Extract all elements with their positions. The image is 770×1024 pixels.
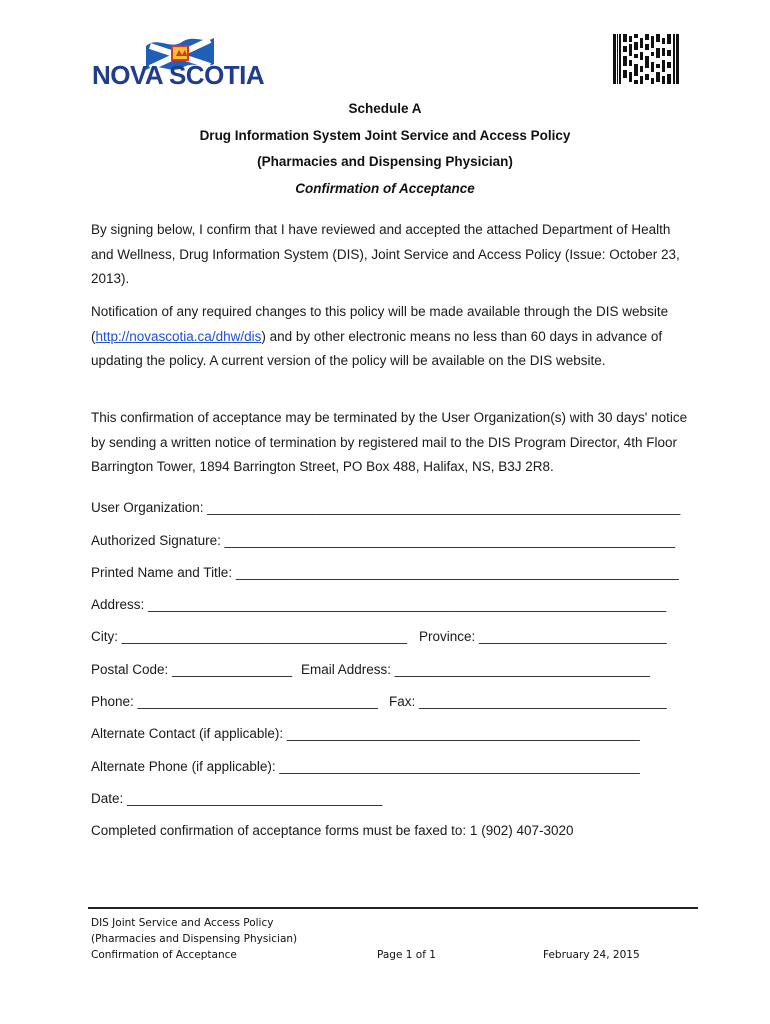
- fax-field[interactable]: Fax: _________________________________: [389, 694, 667, 709]
- city-field[interactable]: City: ______________________________________: [91, 629, 408, 644]
- footer-line-2: (Pharmacies and Dispensing Physician): [91, 933, 298, 945]
- footer-divider: [88, 907, 698, 909]
- policy-subtitle: (Pharmacies and Dispensing Physician): [257, 154, 513, 169]
- printed-name-title-field[interactable]: Printed Name and Title: ___________________________________________________________: [91, 565, 679, 580]
- phone-field[interactable]: Phone: ________________________________: [91, 694, 378, 709]
- footer-line-3: Confirmation of Acceptance: [91, 949, 237, 961]
- logo-text: NOVA SCOTIA: [92, 60, 265, 90]
- notification-text-start: Notification of any required changes to this policy will be made available through the DIS website (: [91, 304, 669, 344]
- postal-code-field[interactable]: Postal Code: ________________: [91, 662, 293, 677]
- authorized-signature-field[interactable]: Authorized Signature: ____________________________________________________________: [91, 533, 676, 548]
- email-address-field[interactable]: Email Address: __________________________________: [301, 662, 651, 677]
- nova-scotia-logo: [92, 34, 288, 90]
- user-organization-field[interactable]: User Organization: _______________________________________________________________: [91, 500, 681, 515]
- alternate-contact-field[interactable]: Alternate Contact (if applicable): _______________________________________________: [91, 726, 640, 741]
- dis-website-link[interactable]: http://novascotia.ca/dhw/dis: [95, 328, 262, 344]
- date-field[interactable]: Date: __________________________________: [91, 791, 383, 806]
- address-field[interactable]: Address: _____________________________________________________________________: [91, 597, 667, 612]
- policy-title: Drug Information System Joint Service and Access Policy: [199, 128, 571, 143]
- notification-text-end: ) and by other electronic means no less than 60 days in advance of updating the policy. A current version of the policy will be available on the DIS website.: [91, 328, 663, 368]
- alternate-phone-field[interactable]: Alternate Phone (if applicable): ________________________________________________: [91, 759, 640, 774]
- confirmation-heading: Confirmation of Acceptance: [295, 181, 475, 196]
- paragraph-termination: This confirmation of acceptance may be terminated by the User Organization(s) with 30 days' notice by sending a written notice of termination by registered mail to the DIS Program Director, 4th Floor Barrington Tower, 1894 Barrington Street, PO Box 488, Halifax, NS, B3J 2R8.: [91, 410, 688, 474]
- paragraph-notification: [91, 300, 691, 374]
- footer-doc-info: [91, 915, 297, 963]
- schedule-heading: Schedule A: [348, 101, 422, 116]
- province-field[interactable]: Province: _________________________: [419, 629, 667, 644]
- fax-instructions: Completed confirmation of acceptance forms must be faxed to: 1 (902) 407-3020: [91, 823, 574, 838]
- barcode-icon: [613, 34, 679, 84]
- footer-line-1: DIS Joint Service and Access Policy: [91, 917, 274, 929]
- paragraph-confirm: By signing below, I confirm that I have reviewed and accepted the attached Department of Health and Wellness, Drug Information System (DIS), Joint Service and Access Policy (Issue: October 23, 2013).: [91, 222, 680, 286]
- footer-page-number: Page 1 of 1: [377, 949, 436, 961]
- footer-date: February 24, 2015: [543, 949, 640, 961]
